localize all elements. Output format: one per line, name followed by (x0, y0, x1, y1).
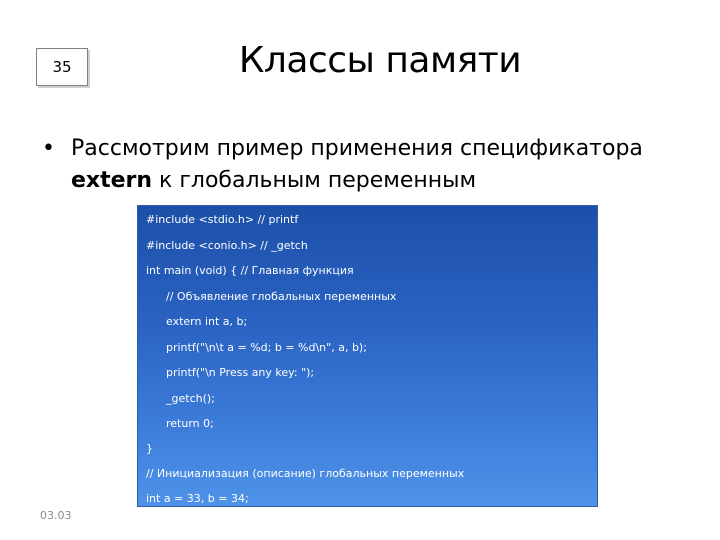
code-panel (137, 205, 598, 507)
code-line: printf("\n\t a = %d; b = %d\n", a, b); (166, 341, 367, 354)
bullet-line-1: Рассмотрим пример применения спецификатора (71, 136, 643, 161)
bullet-line-2-rest: к глобальным переменным (152, 168, 477, 193)
bullet-item (36, 133, 696, 197)
code-line: _getch(); (166, 392, 215, 405)
slide-number: 35 (52, 58, 72, 76)
code-line: extern int a, b; (166, 315, 248, 328)
footer-date: 03.03 (40, 509, 72, 522)
code-line: #include <conio.h> // _getch (146, 239, 308, 252)
slide-number-box (36, 48, 88, 86)
code-line: printf("\n Press any key: "); (166, 366, 315, 379)
code-line: } (146, 442, 153, 455)
code-line: int main (void) { // Главная функция (146, 264, 354, 277)
bullet-keyword: extern (71, 168, 153, 193)
bullet-line-2 (71, 165, 696, 197)
code-line: return 0; (166, 417, 214, 430)
code-line: // Инициализация (описание) глобальных переменных (146, 467, 465, 480)
code-line: #include <stdio.h> // printf (146, 213, 299, 226)
code-line: // Объявление глобальных переменных (166, 290, 397, 303)
slide-title: Классы памяти (238, 40, 522, 81)
bullet-marker: • (42, 136, 55, 161)
code-line: int a = 33, b = 34; (146, 492, 249, 505)
